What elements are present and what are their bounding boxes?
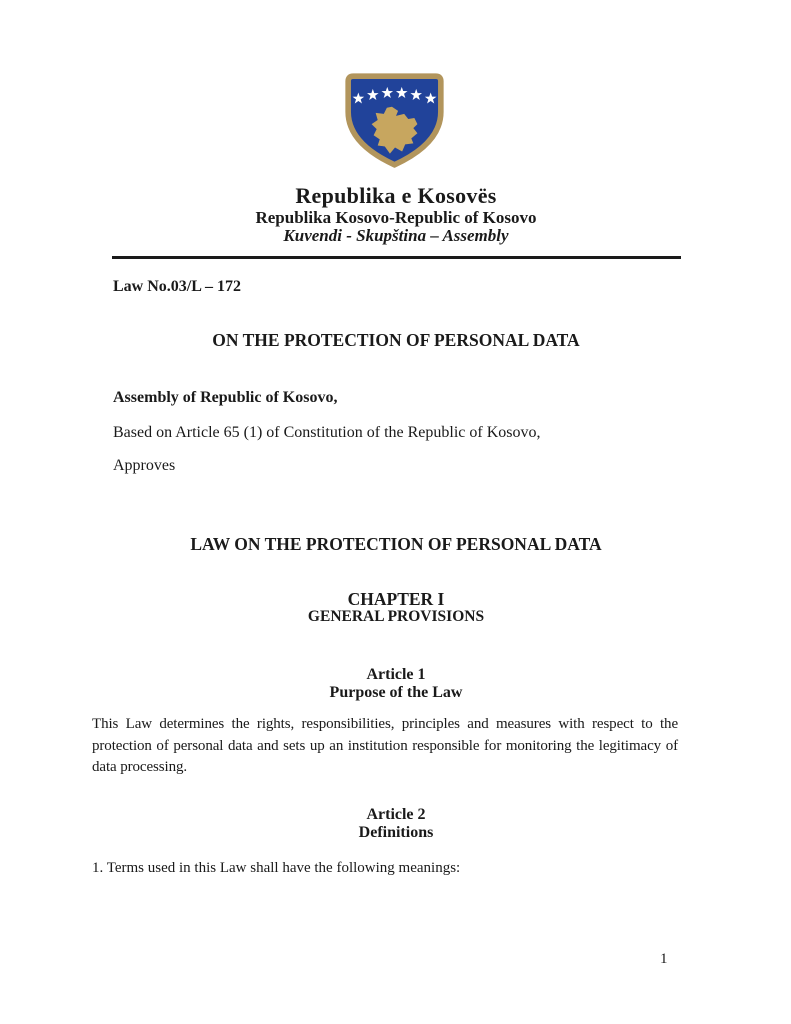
- page-number: 1: [660, 951, 668, 967]
- chapter-name: GENERAL PROVISIONS: [307, 608, 485, 625]
- article-2-name: Definitions: [358, 824, 434, 841]
- header-divider: [112, 256, 681, 259]
- article-1-name: Purpose of the Law: [329, 684, 463, 701]
- preamble-approves-line: Approves: [113, 457, 176, 474]
- article-1-body: This Law determines the rights, responsibilities, principles and measures with respect to the protection of personal data and sets up an institution responsible for monitoring the legitimacy of data processing.: [92, 716, 678, 775]
- article-1-number: Article 1: [366, 666, 426, 683]
- chapter-number: CHAPTER I: [347, 589, 445, 609]
- document-subject-title: ON THE PROTECTION OF PERSONAL DATA: [212, 330, 580, 350]
- assembly-subtitle: Kuvendi - Skupština – Assembly: [283, 226, 509, 245]
- republic-title-albanian: Republika e Kosovës: [295, 183, 497, 208]
- preamble-assembly-line: Assembly of Republic of Kosovo,: [113, 389, 338, 406]
- law-number: Law No.03/L – 172: [113, 278, 242, 295]
- preamble-basis-line: Based on Article 65 (1) of Constitution of the Republic of Kosovo,: [113, 424, 541, 441]
- article-2-number: Article 2: [366, 806, 426, 823]
- law-title: LAW ON THE PROTECTION OF PERSONAL DATA: [190, 534, 602, 554]
- republic-title-bilingual: Republika Kosovo-Republic of Kosovo: [255, 208, 537, 227]
- article-2-body: 1. Terms used in this Law shall have the following meanings:: [92, 860, 461, 876]
- kosovo-coat-of-arms-icon: [339, 71, 450, 170]
